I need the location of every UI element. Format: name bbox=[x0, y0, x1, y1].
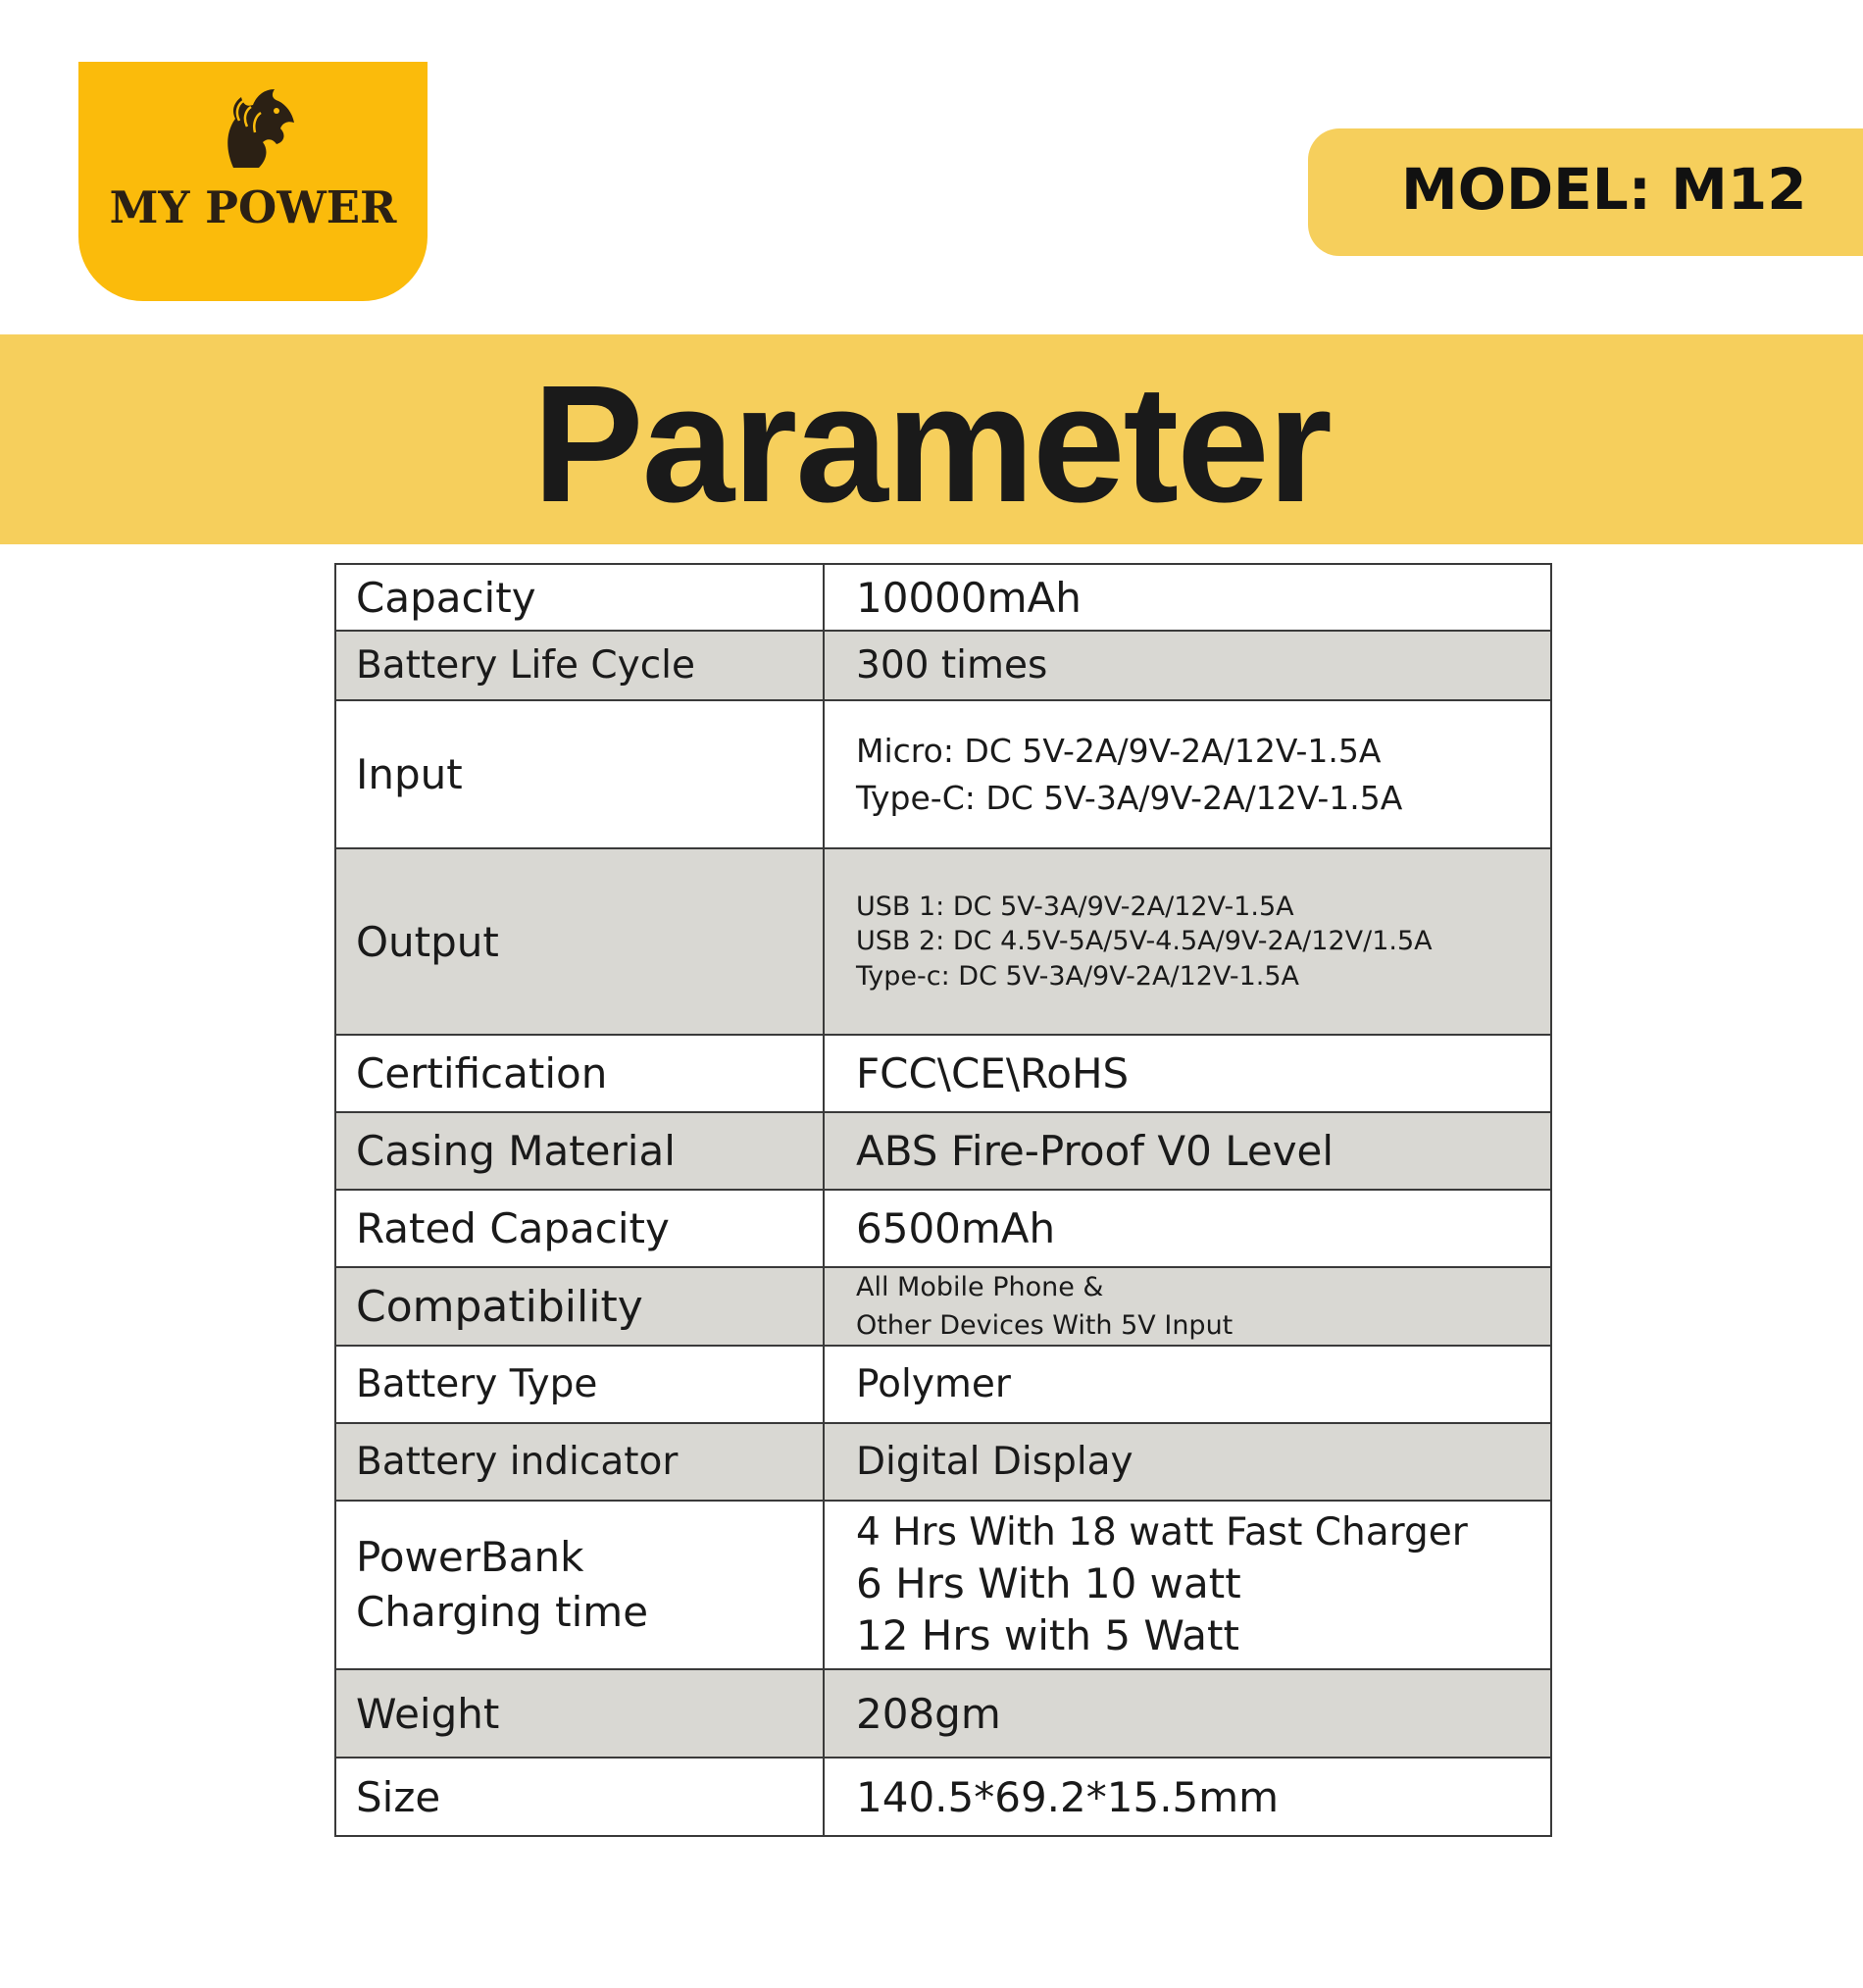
brand-name: MY POWER bbox=[109, 181, 397, 233]
spec-value: FCC\CE\RoHS bbox=[824, 1035, 1551, 1112]
spec-value: 300 times bbox=[824, 631, 1551, 700]
spec-table bbox=[334, 563, 1552, 1837]
table-row bbox=[335, 631, 1551, 700]
table-row bbox=[335, 1346, 1551, 1423]
spec-key: PowerBank Charging time bbox=[335, 1501, 824, 1669]
spec-value: All Mobile Phone & Other Devices With 5V Input bbox=[824, 1267, 1551, 1346]
spec-value: USB 1: DC 5V-3A/9V-2A/12V-1.5A USB 2: DC 4.5V-5A/5V-4.5A/9V-2A/12V/1.5A Type-c: DC 5V-3A/9V-2A/12V-1.5A bbox=[824, 848, 1551, 1035]
spec-value: 140.5*69.2*15.5mm bbox=[824, 1758, 1551, 1836]
spec-value: ABS Fire-Proof V0 Level bbox=[824, 1112, 1551, 1190]
spec-key: Battery Life Cycle bbox=[335, 631, 824, 700]
table-row bbox=[335, 1423, 1551, 1501]
spec-value: Micro: DC 5V-2A/9V-2A/12V-1.5A Type-C: DC 5V-3A/9V-2A/12V-1.5A bbox=[824, 700, 1551, 848]
spec-value: 6500mAh bbox=[824, 1190, 1551, 1267]
spec-value: 4 Hrs With 18 watt Fast Charger 6 Hrs With 10 watt 12 Hrs with 5 Watt bbox=[824, 1501, 1551, 1669]
table-row bbox=[335, 1035, 1551, 1112]
table-row bbox=[335, 564, 1551, 631]
model-badge bbox=[1308, 128, 1863, 256]
table-row bbox=[335, 1267, 1551, 1346]
spec-key: Size bbox=[335, 1758, 824, 1836]
brand-logo bbox=[78, 62, 428, 301]
spec-value: Digital Display bbox=[824, 1423, 1551, 1501]
spec-key: Capacity bbox=[335, 564, 824, 631]
spec-key: Rated Capacity bbox=[335, 1190, 824, 1267]
spec-value: Polymer bbox=[824, 1346, 1551, 1423]
table-row bbox=[335, 1501, 1551, 1669]
spec-key: Weight bbox=[335, 1669, 824, 1758]
spec-value: 208gm bbox=[824, 1669, 1551, 1758]
spec-key: Compatibility bbox=[335, 1267, 824, 1346]
spec-key: Battery Type bbox=[335, 1346, 824, 1423]
title-band bbox=[0, 334, 1863, 544]
horse-head-icon bbox=[204, 81, 302, 179]
spec-key: Certification bbox=[335, 1035, 824, 1112]
spec-key: Casing Material bbox=[335, 1112, 824, 1190]
spec-key: Input bbox=[335, 700, 824, 848]
table-row bbox=[335, 1112, 1551, 1190]
spec-value: 10000mAh bbox=[824, 564, 1551, 631]
spec-key: Output bbox=[335, 848, 824, 1035]
table-row bbox=[335, 700, 1551, 848]
model-label: MODEL: M12 bbox=[1401, 156, 1807, 223]
table-row bbox=[335, 1190, 1551, 1267]
spec-key: Battery indicator bbox=[335, 1423, 824, 1501]
page-title: Parameter bbox=[532, 351, 1331, 537]
table-row bbox=[335, 848, 1551, 1035]
table-row bbox=[335, 1669, 1551, 1758]
table-row bbox=[335, 1758, 1551, 1836]
